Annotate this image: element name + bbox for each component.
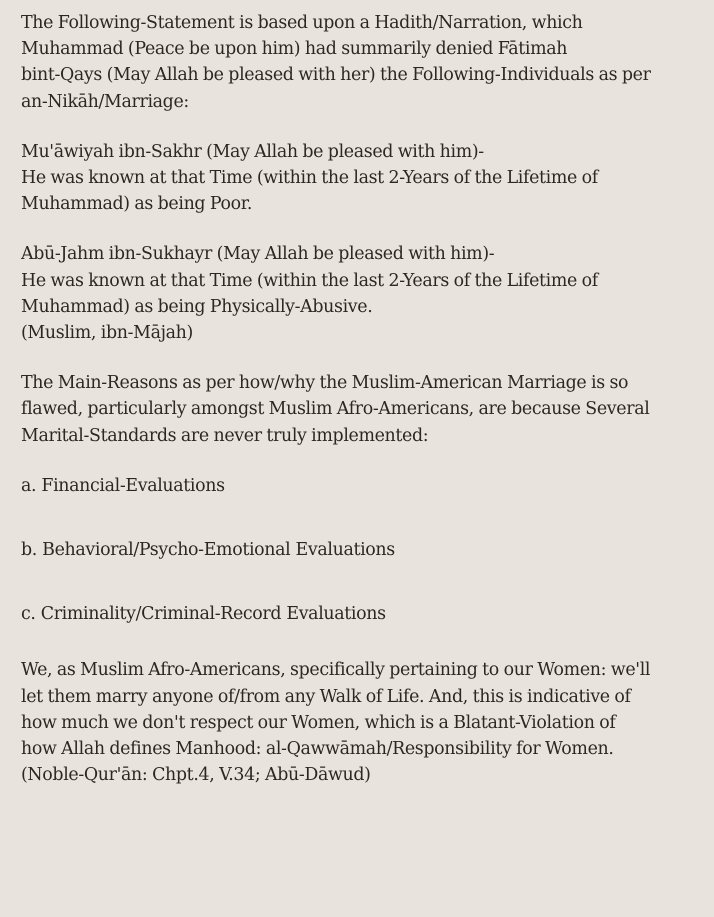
standard-item-financial: a. Financial-Evaluations: [21, 475, 225, 496]
text-line: He was known at that Time (within the last 2-Years of the Lifetime of: [21, 168, 598, 189]
text-line: Abū-Jahm ibn-Sukhayr (May Allah be pleased with him)-: [21, 244, 495, 265]
text-line: flawed, particularly amongst Muslim Afro-Americans, are because Several: [21, 399, 650, 420]
citation-line: (Noble-Qur'ān: Chpt.4, V.34; Abū-Dāwud): [21, 765, 371, 786]
paragraph-gap: [21, 217, 700, 241]
reasons-paragraph: [21, 370, 700, 449]
text-line: how much we don't respect our Women, which is a Blatant-Violation of: [21, 712, 616, 733]
standard-item-behavioral: b. Behavioral/Psycho-Emotional Evaluations: [21, 540, 395, 561]
list-gap: [21, 499, 700, 537]
paragraph-gap: [21, 346, 700, 370]
standard-item-criminality: c. Criminality/Criminal-Record Evaluations: [21, 604, 386, 625]
paragraph-gap: [21, 627, 700, 657]
text-line: The Following-Statement is based upon a Hadith/Narration, which: [21, 13, 583, 33]
individual-2-paragraph: [21, 241, 700, 346]
text-line: how Allah defines Manhood: al-Qawwāmah/Responsibility for Women.: [21, 739, 614, 760]
text-line: We, as Muslim Afro-Americans, specifically pertaining to our Women: we'll: [21, 660, 651, 681]
text-line: He was known at that Time (within the last 2-Years of the Lifetime of: [21, 270, 598, 291]
text-line: Muhammad) as being Poor.: [21, 194, 253, 215]
text-line: The Main-Reasons as per how/why the Muslim-American Marriage is so: [21, 373, 629, 394]
text-line: Mu'āwiyah ibn-Sakhr (May Allah be pleased with him)-: [21, 141, 484, 162]
text-line: Muhammad (Peace be upon him) had summarily denied Fātimah: [21, 39, 568, 60]
intro-paragraph: [21, 10, 700, 115]
text-line: Muhammad) as being Physically-Abusive.: [21, 296, 373, 317]
individual-1-paragraph: [21, 139, 700, 218]
conclusion-paragraph: [21, 657, 700, 788]
list-gap: [21, 563, 700, 601]
text-line: Marital-Standards are never truly implemented:: [21, 425, 429, 446]
text-line: let them marry anyone of/from any Walk of Life. And, this is indicative of: [21, 686, 631, 707]
citation-line: (Muslim, ibn-Mājah): [21, 323, 193, 344]
paragraph-gap: [21, 115, 700, 139]
text-line: an-Nikāh/Marriage:: [21, 91, 189, 112]
text-line: bint-Qays (May Allah be pleased with her) the Following-Individuals as per: [21, 65, 651, 86]
paragraph-gap: [21, 449, 700, 473]
